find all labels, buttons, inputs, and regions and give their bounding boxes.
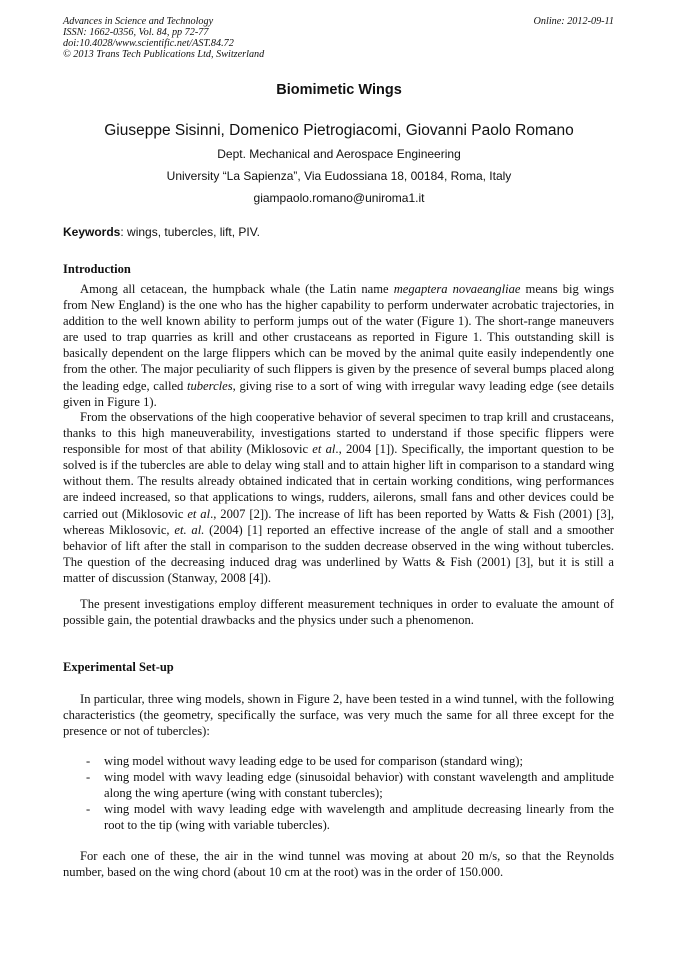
intro-paragraph-3: The present investigations employ different measurement techniques in order to evaluate the amount of possible gain, the potential drawbacks and the physics under such a phenomenon.	[63, 597, 614, 628]
keywords-label: Keywords	[63, 225, 121, 239]
list-item: - wing model with wavy leading edge (sinusoidal behavior) with constant wavelength and amplitude along the wing aperture (wing with constant tubercles);	[86, 770, 614, 801]
online-date: Online: 2012-09-11	[533, 16, 614, 27]
wing-model-list	[86, 753, 614, 833]
list-item: - wing model with wavy leading edge with wavelength and amplitude decreasing linearly from the root to the tip (wing with variable tubercles).	[86, 802, 614, 833]
keywords-line	[63, 224, 260, 240]
author-list: Giuseppe Sisinni, Domenico Pietrogiacomi, Giovanni Paolo Romano	[104, 122, 574, 139]
doi-line[interactable]: doi:10.4028/www.scientific.net/AST.84.72	[63, 38, 234, 49]
list-item: - wing model without wavy leading edge to be used for comparison (standard wing);	[86, 754, 523, 768]
affiliation-university: University “La Sapienza”, Via Eudossiana 18, 00184, Roma, Italy	[166, 169, 512, 183]
intro-paragraph-1: Among all cetacean, the humpback whale (the Latin name megaptera novaeangliae means big wings from New England) is the one who has the higher capability to perform underwater acrobatic trajectories, in addition to the well known ability to perform jumps out of the water (Figure 1). The short-range maneuvers are used to trap quarries as krill and other crustaceans as reported in Figure 1. This outstanding skill is basically dependent on the large flippers which can be moved by the animal quite easily independently one from the other. The major peculiarity of such flippers is given by the presence of several bumps placed along the leading edge, called tubercles, giving rise to a sort of wing with irregular wavy leading edge (see details given in Figure 1).	[63, 282, 614, 409]
keywords-text: : wings, tubercles, lift, PIV.	[120, 225, 260, 239]
issn-line: ISSN: 1662-0356, Vol. 84, pp 72-77	[63, 27, 209, 38]
bullet-dash: -	[86, 802, 91, 817]
setup-paragraph-1: In particular, three wing models, shown in Figure 2, have been tested in a wind tunnel, with the following characteristics (the geometry, specifically the surface, was very much the same for all three except for the presence or not of tubercles):	[63, 692, 614, 739]
paper-title: Biomimetic Wings	[276, 82, 402, 98]
affiliation-dept: Dept. Mechanical and Aerospace Engineering	[217, 147, 461, 161]
copyright-line: © 2013 Trans Tech Publications Ltd, Switzerland	[63, 49, 265, 60]
setup-paragraph-2: For each one of these, the air in the wind tunnel was moving at about 20 m/s, so that the Reynolds number, based on the wing chord (about 10 cm at the root) was in the order of 150.000.	[63, 849, 614, 880]
journal-name: Advances in Science and Technology	[63, 16, 214, 27]
journal-header	[63, 16, 264, 60]
intro-paragraph-2: From the observations of the high cooperative behavior of several specimen to trap krill and crustaceans, thanks to this high maneuverability, investigations started to understand if those specific flippers were responsible for most of that ability (Miklosovic et al., 2004 [1]). Specifically, the important question to be solved is if the tubercles are able to delay wing stall and to attain higher lift in comparison to a standard wing without them. The results already obtained indicated that in certain working conditions, wing performances are indeed increased, so that applications to wings, rudders, ailerons, small fans and other devices could be carried out (Miklosovic et al., 2007 [2]). The increase of lift has been reported by Watts & Fish (2001) [3], whereas Miklosovic, et. al. (2004) [1] reported an effective increase of the angle of stall and a smoother behavior of lift after the stall in comparison to the sudden decrease observed in the wing without tubercles. The question of the decreasing induced drag was underlined by Watts & Fish (2001) [3], but it is still a matter of discussion (Stanway, 2008 [4]).	[63, 410, 614, 585]
section-heading-introduction: Introduction	[63, 262, 131, 276]
author-email[interactable]: giampaolo.romano@uniroma1.it	[253, 191, 425, 205]
section-heading-setup: Experimental Set-up	[63, 660, 174, 674]
bullet-dash: -	[86, 754, 91, 768]
bullet-dash: -	[86, 770, 91, 785]
